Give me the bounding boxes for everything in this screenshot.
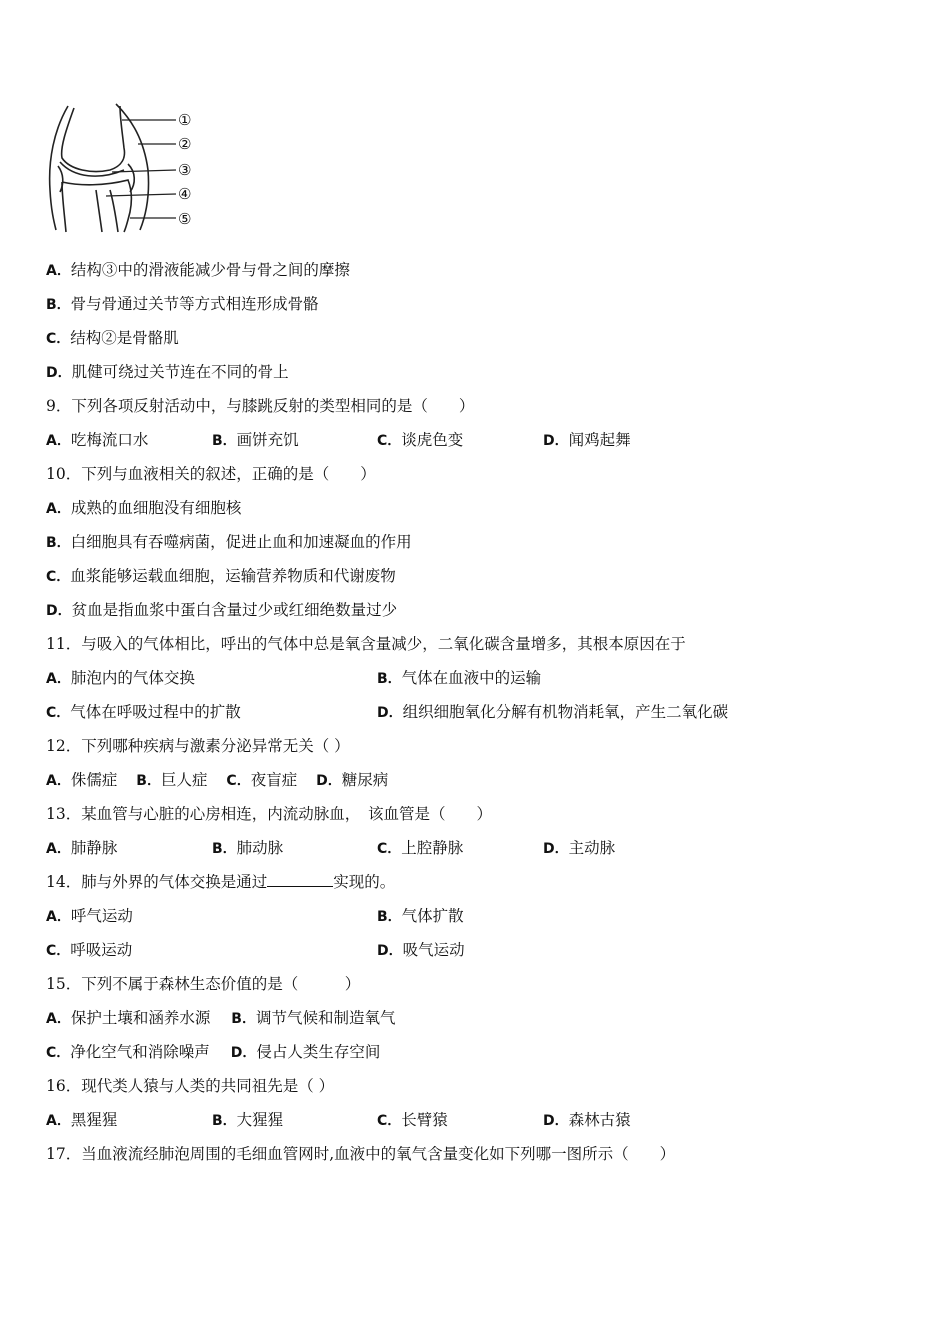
q12-option-d: D．糖尿病	[316, 771, 389, 789]
q10-stem: 10．下列与血液相关的叙述，正确的是（ ）	[46, 465, 376, 483]
q14-option-c: C．呼吸运动	[46, 941, 133, 959]
q8-option-a: A．结构③中的滑液能减少骨与骨之间的摩擦	[46, 261, 350, 279]
q16-option-c: C．长臂猿	[377, 1111, 448, 1129]
q14-option-b: B．气体扩散	[377, 907, 464, 925]
q10-option-a: A．成熟的血细胞没有细胞核	[46, 499, 242, 517]
q14-options-row2	[46, 940, 906, 960]
q9-option-b: B．画饼充饥	[212, 431, 299, 449]
q14-option-d: D．吸气运动	[377, 941, 465, 959]
q16-option-d: D．森林古猿	[543, 1111, 631, 1129]
q9-option-c: C．谈虎色变	[377, 431, 464, 449]
q8-option-b: B．骨与骨通过关节等方式相连形成骨骼	[46, 295, 319, 313]
joint-diagram	[40, 100, 210, 235]
q17-stem: 17．当血液流经肺泡周围的毛细血管网时,血液中的氧气含量变化如下列哪一图所示（ ）	[46, 1145, 676, 1163]
q13-option-d: D．主动脉	[543, 839, 616, 857]
q15-option-c: C．净化空气和消除噪声	[46, 1043, 210, 1061]
q16-options	[46, 1110, 906, 1130]
q14-stem: 14．肺与外界的气体交换是通过 实现的。	[46, 873, 396, 891]
q8-option-c: C．结构②是骨骼肌	[46, 329, 179, 347]
q12-option-b: B．巨人症	[136, 771, 208, 789]
q8-option-d: D．肌健可绕过关节连在不同的骨上	[46, 363, 289, 381]
q14-options-row1	[46, 906, 906, 926]
q10-option-d: D．贫血是指血浆中蛋白含量过少或红细绝数量过少	[46, 601, 398, 619]
figure-label-1: ①	[178, 111, 192, 129]
q15-option-d: D．侵占人类生存空间	[230, 1043, 381, 1061]
figure-label-2: ②	[178, 135, 192, 153]
q10-option-b: B．白细胞具有吞噬病菌，促进止血和加速凝血的作用	[46, 533, 412, 551]
joint-drawing	[40, 100, 210, 235]
q12-option-c: C．夜盲症	[226, 771, 298, 789]
q12-stem: 12．下列哪种疾病与激素分泌异常无关（ ）	[46, 737, 350, 755]
q14-option-a: A．呼气运动	[46, 907, 133, 925]
q15-stem: 15．下列不属于森林生态价值的是（ ）	[46, 975, 361, 993]
q13-stem: 13．某血管与心脏的心房相连，内流动脉血， 该血管是（ ）	[46, 805, 492, 823]
q12-options	[46, 770, 388, 791]
q11-options-row2	[46, 702, 906, 722]
q9-option-a: A．吃梅流口水	[46, 431, 149, 449]
q13-option-a: A．肺静脉	[46, 839, 118, 857]
q16-stem: 16．现代类人猿与人类的共同祖先是（ ）	[46, 1077, 335, 1095]
q11-option-a: A．肺泡内的气体交换	[46, 669, 195, 687]
q11-stem: 11．与吸入的气体相比，呼出的气体中总是氧含量减少，二氧化碳含量增多，其根本原因在于	[46, 635, 686, 653]
figure-label-4: ④	[178, 185, 192, 203]
q11-options-row1	[46, 668, 906, 688]
q13-option-b: B．肺动脉	[212, 839, 284, 857]
q9-options	[46, 430, 906, 450]
q16-option-a: A．黑猩猩	[46, 1111, 118, 1129]
q11-option-b: B．气体在血液中的运输	[377, 669, 542, 687]
figure-label-3: ③	[178, 161, 192, 179]
q14-blank	[267, 872, 333, 887]
q11-option-d: D．组织细胞氧化分解有机物消耗氧，产生二氧化碳	[377, 703, 729, 721]
q15-options-row1	[46, 1008, 395, 1029]
q16-option-b: B．大猩猩	[212, 1111, 284, 1129]
q9-option-d: D．闻鸡起舞	[543, 431, 631, 449]
q9-stem: 9．下列各项反射活动中，与膝跳反射的类型相同的是（ ）	[46, 397, 475, 415]
q13-option-c: C．上腔静脉	[377, 839, 464, 857]
q11-option-c: C．气体在呼吸过程中的扩散	[46, 703, 241, 721]
figure-label-5: ⑤	[178, 210, 192, 228]
q13-options	[46, 838, 906, 858]
q10-option-c: C．血浆能够运载血细胞，运输营养物质和代谢废物	[46, 567, 396, 585]
q15-option-b: B．调节气候和制造氧气	[231, 1009, 396, 1027]
q15-option-a: A．保护土壤和涵养水源	[46, 1009, 211, 1027]
q12-option-a: A．侏儒症	[46, 771, 118, 789]
q15-options-row2	[46, 1042, 380, 1063]
